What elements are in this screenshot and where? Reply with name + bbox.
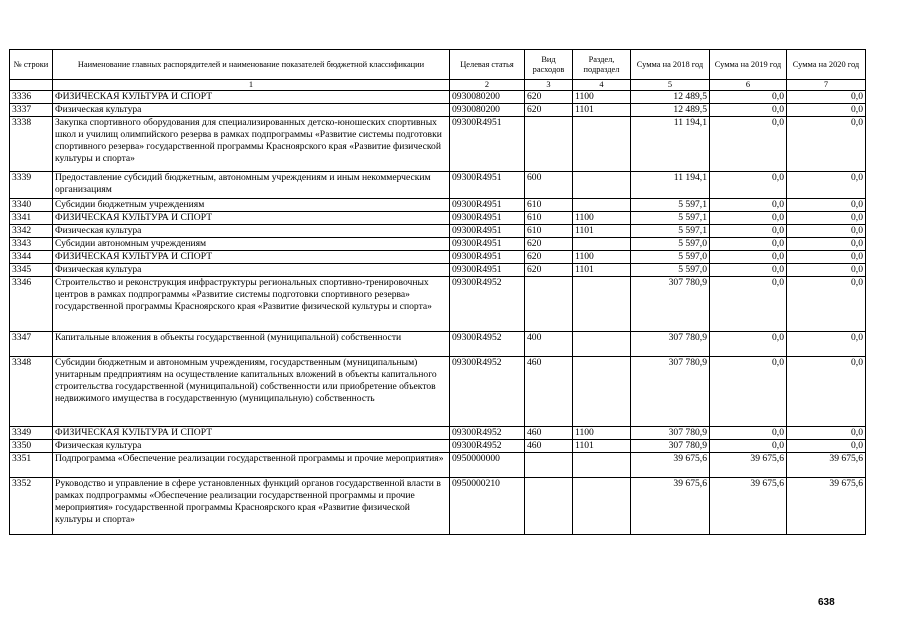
row-number: 3348 [10, 357, 53, 427]
column-number: 6 [710, 80, 787, 91]
row-sum-2020: 0,0 [787, 277, 866, 332]
row-expense-type: 600 [525, 172, 573, 199]
row-sum-2018: 5 597,1 [631, 225, 710, 238]
row-sum-2020: 0,0 [787, 251, 866, 264]
row-sum-2018: 5 597,1 [631, 199, 710, 212]
row-sum-2020: 0,0 [787, 212, 866, 225]
row-expense-type: 620 [525, 251, 573, 264]
row-name: Закупка спортивного оборудования для специализированных детско-юношеских спортивных школ и училищ олимпийского резерва в рамках подпрограммы «Развитие системы подготовки спортивного резерва» государственной программы Красноярского края «Развитие физической культуры и спорта» [53, 117, 450, 172]
row-name: Физическая культура [53, 440, 450, 453]
row-sum-2019: 0,0 [710, 104, 787, 117]
row-target-item: 09300R4951 [450, 117, 525, 172]
table-row [10, 478, 866, 535]
row-name: ФИЗИЧЕСКАЯ КУЛЬТУРА И СПОРТ [53, 212, 450, 225]
header-section: Раздел, подраздел [573, 50, 631, 80]
column-number: 2 [450, 80, 525, 91]
row-expense-type: 610 [525, 225, 573, 238]
row-sum-2019: 39 675,6 [710, 478, 787, 535]
row-number: 3349 [10, 427, 53, 440]
row-sum-2019: 0,0 [710, 427, 787, 440]
row-sum-2020: 0,0 [787, 104, 866, 117]
header-row-number: № строки [10, 50, 53, 80]
row-name: Физическая культура [53, 104, 450, 117]
row-expense-type: 460 [525, 357, 573, 427]
table-row [10, 277, 866, 332]
table-row [10, 251, 866, 264]
row-section [573, 478, 631, 535]
row-section: 1100 [573, 251, 631, 264]
row-target-item: 09300R4952 [450, 427, 525, 440]
row-sum-2018: 307 780,9 [631, 332, 710, 357]
row-sum-2019: 0,0 [710, 357, 787, 427]
column-number: 5 [631, 80, 710, 91]
row-section: 1101 [573, 225, 631, 238]
row-sum-2019: 0,0 [710, 440, 787, 453]
row-target-item: 0950000000 [450, 453, 525, 478]
row-target-item: 09300R4951 [450, 172, 525, 199]
row-name: Предоставление субсидий бюджетным, автономным учреждениям и иным некоммерческим организациям [53, 172, 450, 199]
row-expense-type: 620 [525, 104, 573, 117]
row-name: ФИЗИЧЕСКАЯ КУЛЬТУРА И СПОРТ [53, 91, 450, 104]
row-number: 3337 [10, 104, 53, 117]
table-row [10, 212, 866, 225]
row-section [573, 453, 631, 478]
row-sum-2020: 0,0 [787, 172, 866, 199]
row-sum-2020: 0,0 [787, 117, 866, 172]
row-sum-2020: 0,0 [787, 199, 866, 212]
row-number: 3352 [10, 478, 53, 535]
row-expense-type [525, 277, 573, 332]
row-expense-type: 620 [525, 264, 573, 277]
row-name: Капитальные вложения в объекты государственной (муниципальной) собственности [53, 332, 450, 357]
row-section [573, 357, 631, 427]
row-sum-2019: 0,0 [710, 277, 787, 332]
row-section: 1100 [573, 91, 631, 104]
row-sum-2020: 0,0 [787, 225, 866, 238]
row-number: 3346 [10, 277, 53, 332]
budget-table [9, 49, 866, 535]
row-sum-2018: 39 675,6 [631, 478, 710, 535]
row-sum-2020: 0,0 [787, 332, 866, 357]
row-target-item: 0930080200 [450, 91, 525, 104]
row-name: Субсидии бюджетным и автономным учреждениям, государственным (муниципальным) унитарным предприятиям на осуществление капитальных вложений в объекты капитального строительства государственной (муниципальной) собственности или приобретение объектов недвижимого имущества в государственную (муниципальную) собственность [53, 357, 450, 427]
row-number: 3343 [10, 238, 53, 251]
row-target-item: 09300R4951 [450, 212, 525, 225]
row-section [573, 117, 631, 172]
row-number: 3344 [10, 251, 53, 264]
row-name: Подпрограмма «Обеспечение реализации государственной программы и прочие мероприятия» [53, 453, 450, 478]
row-name: Физическая культура [53, 264, 450, 277]
row-expense-type [525, 453, 573, 478]
table-row [10, 427, 866, 440]
row-section [573, 332, 631, 357]
header-row [10, 50, 866, 80]
table-row [10, 440, 866, 453]
row-sum-2019: 0,0 [710, 91, 787, 104]
row-section [573, 199, 631, 212]
row-target-item: 09300R4951 [450, 225, 525, 238]
table-row [10, 238, 866, 251]
row-expense-type: 620 [525, 91, 573, 104]
row-sum-2020: 39 675,6 [787, 478, 866, 535]
row-sum-2019: 0,0 [710, 251, 787, 264]
row-sum-2018: 39 675,6 [631, 453, 710, 478]
table-row [10, 172, 866, 199]
row-section: 1101 [573, 104, 631, 117]
row-target-item: 09300R4952 [450, 332, 525, 357]
row-number: 3341 [10, 212, 53, 225]
column-number: 1 [53, 80, 450, 91]
table-body [10, 91, 866, 535]
row-sum-2018: 11 194,1 [631, 117, 710, 172]
row-sum-2018: 11 194,1 [631, 172, 710, 199]
column-number [10, 80, 53, 91]
row-name: Строительство и реконструкция инфраструктуры региональных спортивно-тренировочных центров в рамках подпрограммы «Развитие системы подготовки спортивного резерва» государственной программы Красноярского края «Развитие физической культуры и спорта» [53, 277, 450, 332]
row-target-item: 09300R4951 [450, 199, 525, 212]
table-row [10, 104, 866, 117]
row-target-item: 09300R4952 [450, 277, 525, 332]
row-sum-2019: 0,0 [710, 172, 787, 199]
table-row [10, 225, 866, 238]
row-number: 3347 [10, 332, 53, 357]
row-section: 1101 [573, 264, 631, 277]
row-section [573, 277, 631, 332]
row-number: 3345 [10, 264, 53, 277]
row-sum-2019: 0,0 [710, 117, 787, 172]
table-row [10, 453, 866, 478]
row-sum-2018: 5 597,0 [631, 251, 710, 264]
row-sum-2020: 39 675,6 [787, 453, 866, 478]
column-number: 4 [573, 80, 631, 91]
row-expense-type: 610 [525, 212, 573, 225]
row-expense-type: 460 [525, 427, 573, 440]
row-number: 3350 [10, 440, 53, 453]
row-name: ФИЗИЧЕСКАЯ КУЛЬТУРА И СПОРТ [53, 427, 450, 440]
row-sum-2018: 307 780,9 [631, 427, 710, 440]
row-number: 3340 [10, 199, 53, 212]
row-target-item: 0950000210 [450, 478, 525, 535]
row-target-item: 09300R4951 [450, 251, 525, 264]
row-section [573, 172, 631, 199]
row-sum-2018: 307 780,9 [631, 440, 710, 453]
row-name: Субсидии автономным учреждениям [53, 238, 450, 251]
row-expense-type: 460 [525, 440, 573, 453]
table-row [10, 332, 866, 357]
row-name: Физическая культура [53, 225, 450, 238]
row-expense-type: 610 [525, 199, 573, 212]
row-number: 3336 [10, 91, 53, 104]
row-sum-2020: 0,0 [787, 357, 866, 427]
page-number: 638 [818, 597, 835, 608]
row-number: 3339 [10, 172, 53, 199]
header-sum-2020: Сумма на 2020 год [787, 50, 866, 80]
row-section: 1100 [573, 427, 631, 440]
row-expense-type [525, 117, 573, 172]
row-sum-2019: 0,0 [710, 238, 787, 251]
row-sum-2020: 0,0 [787, 427, 866, 440]
row-sum-2018: 5 597,1 [631, 212, 710, 225]
row-sum-2020: 0,0 [787, 264, 866, 277]
column-number: 7 [787, 80, 866, 91]
row-number: 3338 [10, 117, 53, 172]
row-sum-2018: 307 780,9 [631, 357, 710, 427]
row-sum-2019: 39 675,6 [710, 453, 787, 478]
row-name: Субсидии бюджетным учреждениям [53, 199, 450, 212]
header-expense-type: Вид расходов [525, 50, 573, 80]
header-name: Наименование главных распорядителей и наименование показателей бюджетной классификации [53, 50, 450, 80]
row-number: 3342 [10, 225, 53, 238]
table-row [10, 357, 866, 427]
row-sum-2018: 5 597,0 [631, 264, 710, 277]
row-sum-2018: 12 489,5 [631, 104, 710, 117]
row-sum-2019: 0,0 [710, 225, 787, 238]
row-target-item: 09300R4952 [450, 357, 525, 427]
row-section: 1100 [573, 212, 631, 225]
row-sum-2020: 0,0 [787, 440, 866, 453]
row-target-item: 09300R4951 [450, 238, 525, 251]
table-row [10, 117, 866, 172]
table-row [10, 91, 866, 104]
header-target-item: Целевая статья [450, 50, 525, 80]
row-sum-2018: 12 489,5 [631, 91, 710, 104]
row-sum-2018: 307 780,9 [631, 277, 710, 332]
column-number-row [10, 80, 866, 91]
row-sum-2019: 0,0 [710, 264, 787, 277]
row-expense-type: 620 [525, 238, 573, 251]
row-sum-2019: 0,0 [710, 212, 787, 225]
row-name: Руководство и управление в сфере установленных функций органов государственной власти в рамках подпрограммы «Обеспечение реализации государственной программы и прочие мероприятия» государственной программы Красноярского края «Развитие физической культуры и спорта» [53, 478, 450, 535]
column-number: 3 [525, 80, 573, 91]
row-sum-2020: 0,0 [787, 91, 866, 104]
row-expense-type: 400 [525, 332, 573, 357]
table-row [10, 199, 866, 212]
row-sum-2020: 0,0 [787, 238, 866, 251]
row-section: 1101 [573, 440, 631, 453]
header-sum-2019: Сумма на 2019 год [710, 50, 787, 80]
row-name: ФИЗИЧЕСКАЯ КУЛЬТУРА И СПОРТ [53, 251, 450, 264]
row-sum-2018: 5 597,0 [631, 238, 710, 251]
row-expense-type [525, 478, 573, 535]
row-target-item: 09300R4952 [450, 440, 525, 453]
row-target-item: 09300R4951 [450, 264, 525, 277]
row-sum-2019: 0,0 [710, 332, 787, 357]
table-row [10, 264, 866, 277]
row-sum-2019: 0,0 [710, 199, 787, 212]
row-target-item: 0930080200 [450, 104, 525, 117]
row-section [573, 238, 631, 251]
row-number: 3351 [10, 453, 53, 478]
header-sum-2018: Сумма на 2018 год [631, 50, 710, 80]
